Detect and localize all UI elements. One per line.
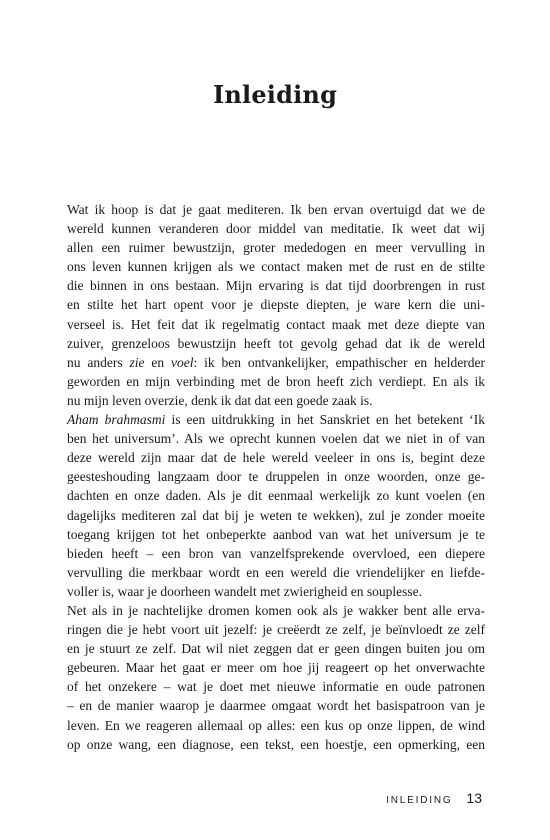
text-run: : ik ben ontvankelijker, empathischer en helderder [193,354,485,370]
text-line [67,315,485,334]
text-run: dachten en onze daden. Als je dit eenmaal werkelijk zo kunt voelen (en [67,488,485,504]
text-run: op onze wang, een diagnose, een tekst, een hoestje, een opmerking, een [67,736,485,752]
text-run: verseel is. Het feit dat ik regelmatig contact maak met deze diepte van [67,316,485,332]
page-number: 13 [466,790,482,806]
text-line [67,410,485,429]
text-line [67,582,485,601]
text-run: en je stuurt ze zelf. Dat wil niet zeggen dat er geen dingen buiten jou om [67,641,485,657]
body-text [67,200,485,754]
text-run: zuiver, grenzeloos bewustzijn heeft tot gevolg gehad dat ik de wereld [67,335,485,351]
text-run: dagelijks mediteren zal dat bij je weten te wekken), zul je zonder moeite [67,507,485,523]
text-line [67,238,485,257]
text-line [67,544,485,563]
text-line [67,486,485,505]
text-run: of het onzekere – wat je doet met nieuwe informatie en oude patronen [67,679,485,695]
text-run: geesteshouding langzaam door te druppelen in onze woorden, onze ge- [67,469,485,485]
text-line [67,219,485,238]
text-run: ringen die je hebt voort uit jezelf: je creëerdt ze zelf, je beïnvloedt ze zelf [67,622,485,638]
text-run: toegang krijgen tot het onbeperkte aanbod van wat het universum je te [67,526,485,542]
text-line [67,257,485,276]
text-line [67,448,485,467]
text-line [67,467,485,486]
text-run: vervulling die merkbaar wordt en een wereld die vriendelijker en liefde- [67,564,485,580]
text-run: geworden en mijn verbinding met de bron heeft zich verdiept. En als ik [67,373,485,389]
text-run: allen een ruimer bewustzijn, groter mededogen en meer vervulling in [67,240,485,256]
text-run: nu anders [67,354,130,370]
text-line [67,295,485,314]
page-footer [386,790,482,806]
text-run: en stilte het hart opent voor je diepste diepten, je ware kern die uni- [67,297,485,313]
italic-run: zie [129,354,145,370]
text-run: voller is, waar je doorheen wandelt met zwierigheid en souplesse. [67,583,423,599]
text-run: ons leven kunnen krijgen als we contact maken met de rust en de stilte [67,259,485,275]
text-line [67,696,485,715]
text-line [67,525,485,544]
text-line [67,658,485,677]
text-line [67,276,485,295]
text-run: leven. En we reageren allemaal op alles: een kus op onze lippen, de wind [67,717,485,733]
text-run: Net als in je nachtelijke dromen komen ook als je wakker bent alle erva- [67,602,485,618]
text-line [67,334,485,353]
text-line [67,200,485,219]
text-run: die binnen in ons bestaan. Mijn ervaring is dat tijd doorbrengen in rust [67,278,485,294]
text-run: ben het universum’. Als we oprecht kunnen voelen dat we niet in of van [67,431,485,447]
text-run: nu mijn leven overzie, denk ik dat dat een goede zaak is. [67,392,373,408]
running-head: INLEIDING [386,795,453,806]
text-line [67,620,485,639]
italic-run: voel [171,354,194,370]
text-run: Wat ik hoop is dat je gaat mediteren. Ik ben ervan overtuigd dat we de [67,202,485,217]
text-line [67,735,485,754]
text-run: wereld kunnen veranderen door middel van meditatie. Ik weet dat wij [67,221,485,237]
chapter-title: Inleiding [212,80,338,109]
text-run: is een uitdrukking in het Sanskriet en het betekent ‘Ik [165,412,485,428]
text-run: deze wereld zijn maar dat de hele wereld veeleer in ons is, begint deze [67,450,485,466]
text-run: gebeuren. Maar het gaat er meer om hoe jij reageert op het onverwachte [67,660,485,676]
text-line [67,353,485,372]
italic-run: Aham brahmasmi [67,412,166,428]
text-line [67,716,485,735]
text-line [67,391,485,410]
text-line [67,677,485,696]
text-line [67,639,485,658]
text-line [67,429,485,448]
text-line [67,601,485,620]
text-line [67,372,485,391]
text-run: bieden heeft – een bron van vanzelfsprekende overvloed, een diepere [67,545,485,561]
text-line [67,506,485,525]
text-run: – en de manier waarop je daarmee omgaat wordt het basispatroon van je [67,698,485,714]
text-line [67,563,485,582]
text-run: en [144,354,171,370]
